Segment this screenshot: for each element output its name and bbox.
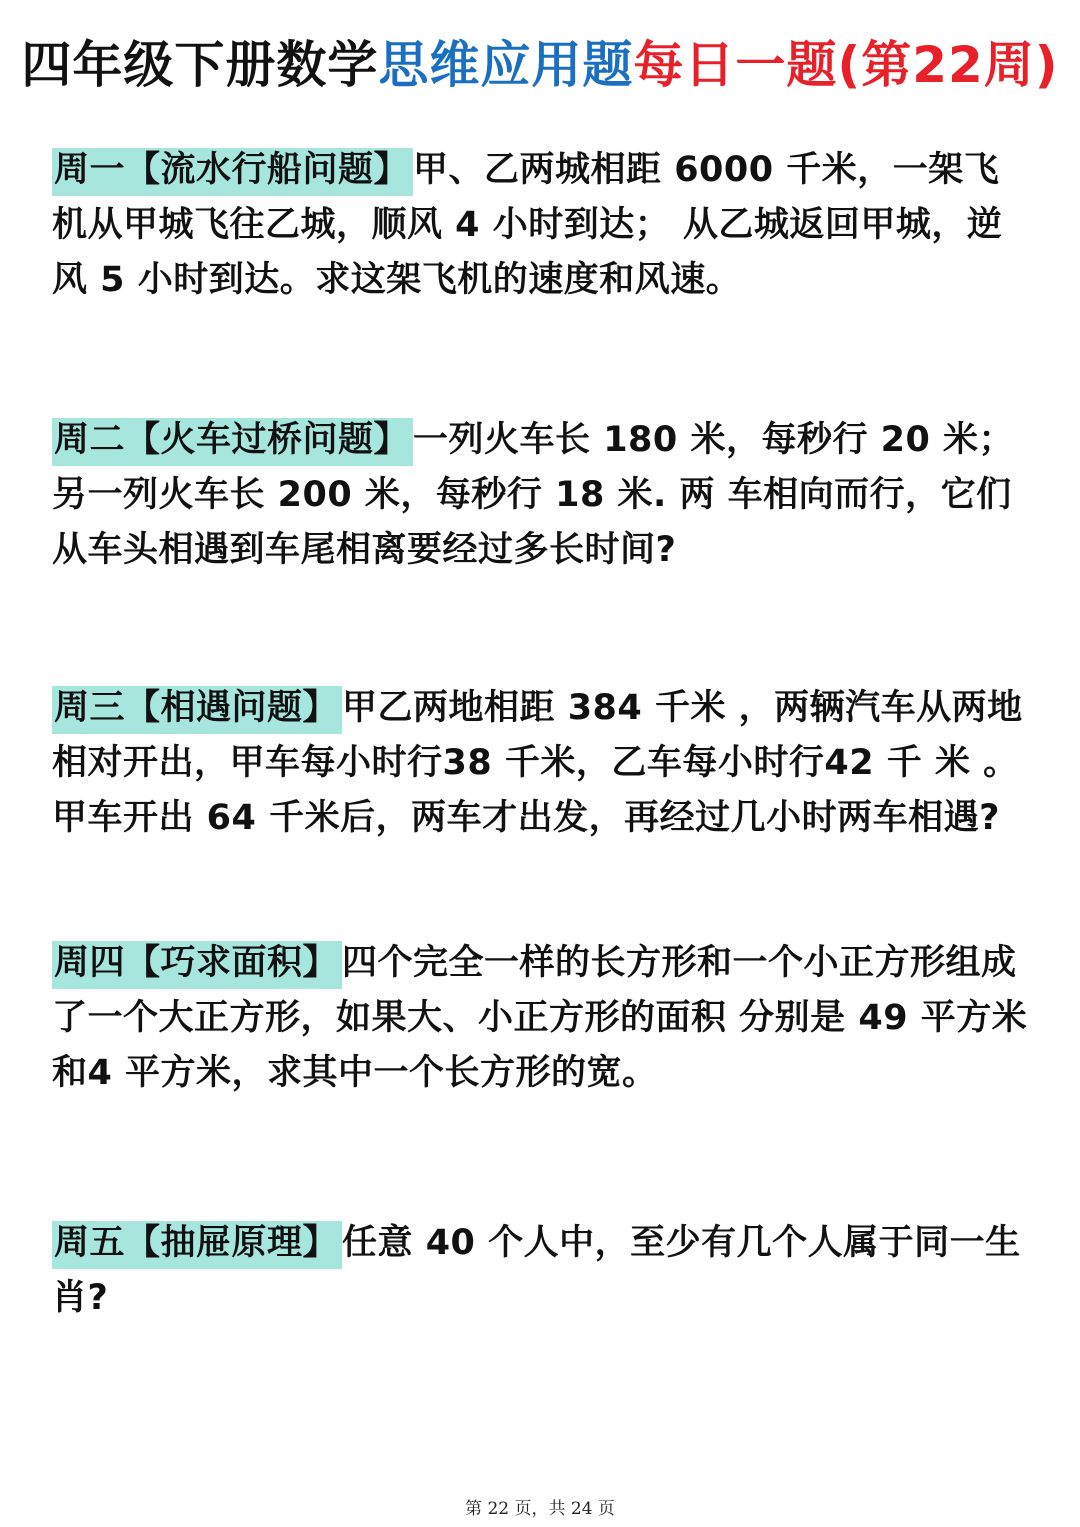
title-part-red: 每日一题(第22周) <box>633 36 1059 94</box>
problem-monday <box>52 143 1032 308</box>
problem-text: 甲乙两地相距 384 千米 ，两辆汽车从两地相对开出，甲车每小时行38 千米，乙车每小时行42 千 米 。甲车开出 64 千米后，两车才出发，再经过几小时两车相遇? <box>52 688 1023 838</box>
title-part-blue: 思维应用题 <box>378 36 634 94</box>
page-number-footer: 第 22 页，共 24 页 <box>465 1499 615 1519</box>
problem-wednesday <box>52 681 1032 846</box>
problem-thursday <box>52 936 1032 1101</box>
problem-text: 甲、乙两城相距 6000 千米，一架飞机从甲城飞往乙城，顺风 4 小时到达； 从乙城返回甲城，逆风 5 小时到达。求这架飞机的速度和风速。 <box>52 150 1003 300</box>
problem-label: 周三【相遇问题】 <box>52 686 342 734</box>
problem-text: 任意 40 个人中，至少有几个人属于同一生肖? <box>52 1223 1021 1318</box>
problem-text: 四个完全一样的长方形和一个小正方形组成了一个大正方形，如果大、小正方形的面积 分别是 49 平方米和4 平方米，求其中一个长方形的宽。 <box>52 943 1028 1093</box>
problem-label: 周一【流水行船问题】 <box>52 148 413 196</box>
page-title <box>0 30 1080 100</box>
problem-friday <box>52 1216 1032 1326</box>
problem-tuesday <box>52 413 1032 578</box>
title-part-black: 四年级下册数学 <box>21 36 379 94</box>
problem-label: 周五【抽屉原理】 <box>52 1221 342 1269</box>
problem-text: 一列火车长 180 米，每秒行 20 米；另一列火车长 200 米，每秒行 18 米. 两 车相向而行，它们从车头相遇到车尾相离要经过多长时间? <box>52 420 1015 570</box>
problem-label: 周四【巧求面积】 <box>52 941 342 989</box>
problem-label: 周二【火车过桥问题】 <box>52 418 413 466</box>
